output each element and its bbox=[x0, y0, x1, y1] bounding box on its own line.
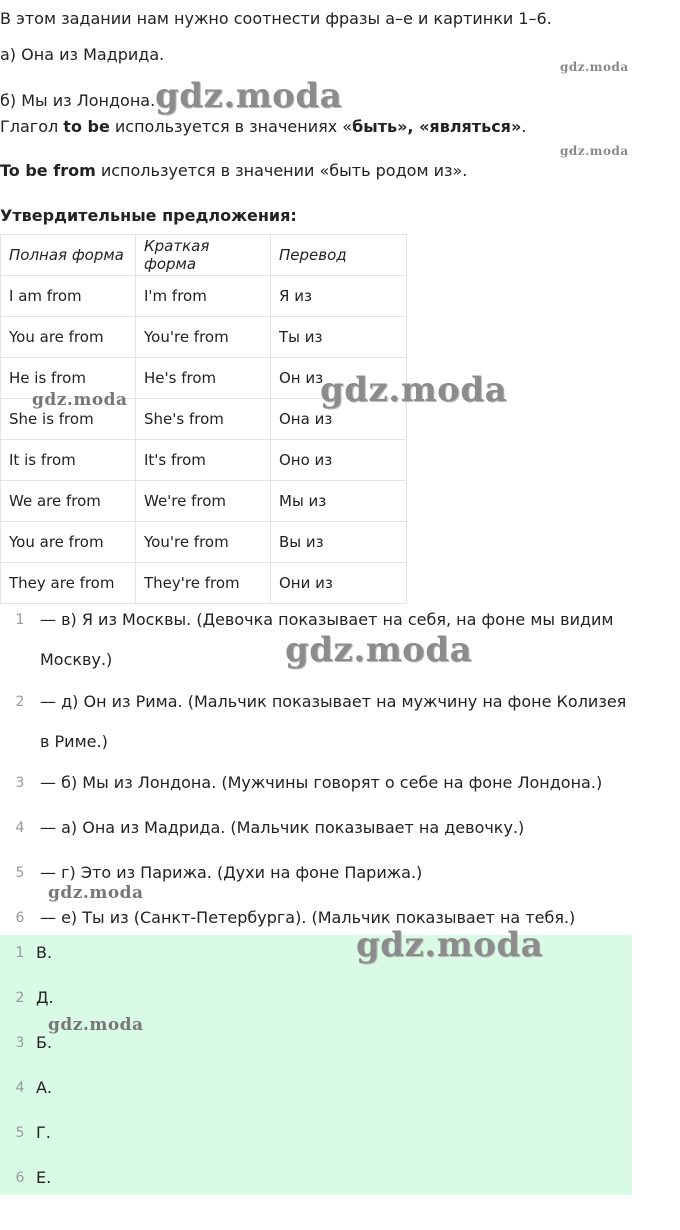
short-answer-text: Е. bbox=[36, 1168, 52, 1187]
watermark: gdz.moda bbox=[155, 76, 343, 116]
table-row bbox=[1, 276, 407, 317]
answer-number: 4 bbox=[15, 820, 25, 836]
cell-full: You are from bbox=[1, 522, 136, 563]
watermark: gdz.moda bbox=[560, 144, 629, 158]
short-answer-number: 6 bbox=[15, 1170, 25, 1186]
short-answer-text: В. bbox=[36, 943, 53, 962]
cell-translation: Она из bbox=[271, 399, 407, 440]
cell-translation: Он из bbox=[271, 358, 407, 399]
cell-full: She is from bbox=[1, 399, 136, 440]
example-b: б) Мы из Лондона. bbox=[0, 91, 156, 110]
cell-short: It's from bbox=[136, 440, 271, 481]
example-a: а) Она из Мадрида. bbox=[0, 45, 165, 64]
answer-number: 3 bbox=[15, 775, 25, 791]
answer-text: — е) Ты из (Санкт-Петербурга). (Мальчик показывает на тебя.) bbox=[40, 908, 576, 927]
cell-full: They are from bbox=[1, 563, 136, 604]
watermark: gdz.moda bbox=[32, 390, 128, 410]
cell-full: It is from bbox=[1, 440, 136, 481]
cell-short: We're from bbox=[136, 481, 271, 522]
table-row bbox=[1, 563, 407, 604]
short-answer-item bbox=[0, 1070, 632, 1115]
table-row bbox=[1, 440, 407, 481]
short-answer-number: 2 bbox=[15, 990, 25, 1006]
cell-translation: Они из bbox=[271, 563, 407, 604]
cell-translation: Мы из bbox=[271, 481, 407, 522]
short-answer-number: 1 bbox=[15, 945, 25, 961]
answer-number: 2 bbox=[15, 694, 25, 710]
cell-translation: Я из bbox=[271, 276, 407, 317]
cell-short: I'm from bbox=[136, 276, 271, 317]
answer-number: 5 bbox=[15, 865, 25, 881]
rule-to-be: Глагол to be используется в значениях «быть», «являться». bbox=[0, 117, 527, 136]
short-answer-text: Г. bbox=[36, 1123, 51, 1142]
answer-text: — д) Он из Рима. (Мальчик показывает на мужчину на фоне Колизея в Риме.) bbox=[40, 692, 627, 751]
watermark: gdz.moda bbox=[285, 630, 473, 670]
cell-short: He's from bbox=[136, 358, 271, 399]
short-answer-item bbox=[0, 1160, 632, 1205]
intro-text: В этом задании нам нужно соотнести фразы а–е и картинки 1–6. bbox=[0, 9, 552, 28]
answer-text: — а) Она из Мадрида. (Мальчик показывает на девочку.) bbox=[40, 818, 525, 837]
cell-short: You're from bbox=[136, 317, 271, 358]
short-answer-text: А. bbox=[36, 1078, 53, 1097]
cell-full: You are from bbox=[1, 317, 136, 358]
short-answer-number: 4 bbox=[15, 1080, 25, 1096]
table-row bbox=[1, 317, 407, 358]
cell-full: We are from bbox=[1, 481, 136, 522]
section-title: Утвердительные предложения: bbox=[0, 206, 297, 225]
watermark: gdz.moda bbox=[356, 925, 544, 965]
short-answers-panel bbox=[0, 935, 632, 1195]
cell-short: They're from bbox=[136, 563, 271, 604]
short-answer-item bbox=[0, 1115, 632, 1160]
header-translation: Перевод bbox=[271, 235, 407, 276]
cell-short: You're from bbox=[136, 522, 271, 563]
cell-short: She's from bbox=[136, 399, 271, 440]
watermark: gdz.moda bbox=[48, 883, 144, 903]
cell-translation: Оно из bbox=[271, 440, 407, 481]
answer-text: — б) Мы из Лондона. (Мужчины говорят о себе на фоне Лондона.) bbox=[40, 773, 603, 792]
answer-text: — в) Я из Москвы. (Девочка показывает на себя, на фоне мы видим Москву.) bbox=[40, 610, 614, 669]
watermark: gdz.moda bbox=[48, 1015, 144, 1035]
short-answer-number: 3 bbox=[15, 1035, 25, 1051]
short-answer-text: Б. bbox=[36, 1033, 53, 1052]
short-answer-text: Д. bbox=[36, 988, 54, 1007]
rule-to-be-from: To be from используется в значении «быть родом из». bbox=[0, 161, 468, 180]
table-row bbox=[1, 522, 407, 563]
header-short-form: Краткая форма bbox=[136, 235, 271, 276]
cell-translation: Ты из bbox=[271, 317, 407, 358]
table-row bbox=[1, 481, 407, 522]
answer-text: — г) Это из Парижа. (Духи на фоне Парижа.) bbox=[40, 863, 423, 882]
cell-full: I am from bbox=[1, 276, 136, 317]
answer-number: 1 bbox=[15, 612, 25, 628]
watermark: gdz.moda bbox=[560, 60, 629, 74]
header-full-form: Полная форма bbox=[1, 235, 136, 276]
watermark: gdz.moda bbox=[320, 370, 508, 410]
cell-full: He is from bbox=[1, 358, 136, 399]
grammar-table bbox=[0, 234, 407, 604]
cell-translation: Вы из bbox=[271, 522, 407, 563]
short-answer-number: 5 bbox=[15, 1125, 25, 1141]
table-header-row bbox=[1, 235, 407, 276]
answer-number: 6 bbox=[15, 910, 25, 926]
